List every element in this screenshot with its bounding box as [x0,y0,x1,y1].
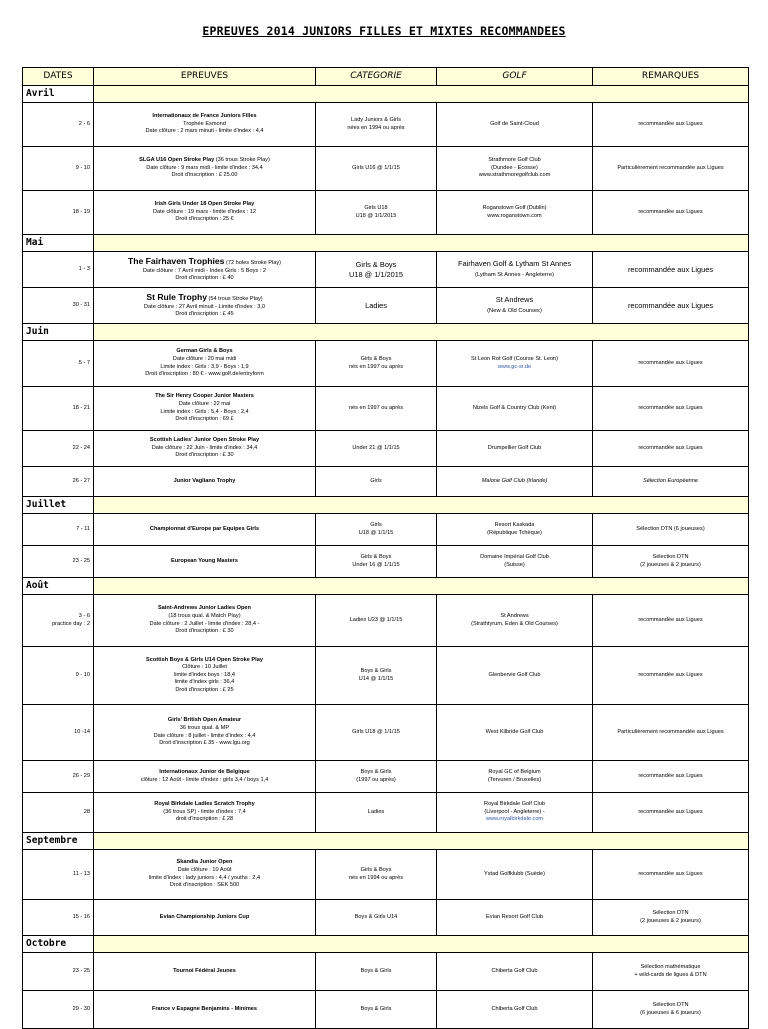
table-row [23,387,749,431]
table-row [23,647,749,705]
page-title: EPREUVES 2014 JUNIORS FILLES ET MIXTES RECOMMANDEES [202,24,566,38]
event-golf: Chiberta Golf Club [437,953,593,991]
table-row [23,761,749,793]
month-row-septembre [23,833,749,850]
table-row [23,341,749,387]
event-golf: Golf de Saint-Cloud [437,103,593,147]
event-category: Girls U18 @ 1/1/15 [316,514,437,546]
table-row [23,705,749,761]
event-remarks: recommandée aux Ligues [593,288,749,324]
event-name: Skandia Junior Open Date clôture : 10 Août limite d'index : lady juniors : 4,4 / youths : 2,4 Droit d'inscription : SEK 500 [94,850,316,900]
event-remarks: recommandée aux Ligues [593,793,749,833]
event-remarks: Sélection Européenne [593,467,749,497]
event-name: Tournoi Fédéral Jeunes [94,953,316,991]
event-name: Junior Vagliano Trophy [94,467,316,497]
table-row [23,431,749,467]
event-date: 29 - 30 [23,991,94,1029]
event-date: 10 -14 [23,705,94,761]
event-remarks: recommandée aux Ligues [593,341,749,387]
event-name: The Fairhaven Trophies (72 holes Stroke Play) Date clôture : 7 Avril midi - Index Girls : 5 Boys : 2 Droit d'inscription : £ 40 [94,252,316,288]
event-name: Saint-Andrews Junior Ladies Open (18 trous qual. & Match Play) Date clôture : 2 Juillet - limite d'index : 28,4 - Droit d'inscription : £ 30 [94,595,316,647]
event-name: SLGA U16 Open Stroke Play (36 trous Stroke Play) Date clôture : 9 mars midi - limite d'index : 34,4 Droit d'inscription : £ 25.00 [94,147,316,191]
month-label: Septembre [23,833,94,850]
event-category: Ladies [316,288,437,324]
event-remarks: recommandée aux Ligues [593,850,749,900]
event-golf: Evian Resort Golf Club [437,900,593,936]
event-category: Boys & Girls U14 @ 1/1/15 [316,647,437,705]
event-date: 1 - 3 [23,252,94,288]
month-label: Juillet [23,497,94,514]
event-category: Under 21 @ 1/1/15 [316,431,437,467]
event-date: 15 - 16 [23,900,94,936]
header-remarques: REMARQUES [593,68,749,86]
table-row [23,191,749,235]
event-remarks: recommandée aux Ligues [593,761,749,793]
event-category: Boys & Girls U14 [316,900,437,936]
event-name: Girls' British Open Amateur 36 trous qual. & MP Date clôture : 8 juillet - limite d'index : 4,4 Droit d'inscription £ 35 - www.lgu.org [94,705,316,761]
event-remarks: recommandée aux Ligues [593,103,749,147]
month-label: Août [23,578,94,595]
event-date: 9 - 10 [23,647,94,705]
event-date: 7 - 11 [23,514,94,546]
event-name: Evian Championship Juniors Cup [94,900,316,936]
event-category: Boys & Girls [316,991,437,1029]
event-golf: West Kilbride Golf Club [437,705,593,761]
header-categorie: CATEGORIE [316,68,437,86]
event-category: Ladies [316,793,437,833]
event-date: 26 - 27 [23,467,94,497]
header-epreuves: EPREUVES [94,68,316,86]
event-golf: Glenbervie Golf Club [437,647,593,705]
event-category: Girls & Boys nés en 1997 ou après [316,341,437,387]
table-row [23,103,749,147]
event-category: nés en 1997 ou après [316,387,437,431]
event-remarks: Sélection DTN (6 joueuses) [593,514,749,546]
table-row [23,953,749,991]
event-date: 5 - 7 [23,341,94,387]
event-remarks: recommandée aux Ligues [593,387,749,431]
event-date: 2 - 6 [23,103,94,147]
event-date: 28 [23,793,94,833]
event-date: 23 - 25 [23,953,94,991]
event-remarks: recommandée aux Ligues [593,647,749,705]
table-row [23,467,749,497]
event-golf: Roganstown Golf (Dublin) www.roganstown.com [437,191,593,235]
event-remarks: recommandée aux Ligues [593,431,749,467]
event-golf: Domaine Impérial Golf Club (Suisse) [437,546,593,578]
event-category: Girls & Boys Under 16 @ 1/1/15 [316,546,437,578]
event-name: St Rule Trophy (54 trous Stroke Play) Date clôture : 27 Avril minuit - Limite d'index : 3,0 Droit d'inscription : £ 45 [94,288,316,324]
event-category: Girls U18 U18 @ 1/1/2015 [316,191,437,235]
event-category: Girls U18 @ 1/1/15 [316,705,437,761]
event-date: 9 - 10 [23,147,94,191]
event-name: German Girls & Boys Date clôture : 20 mai midi Limite index : Girls : 3,9 - Boys : 1,9 Droit d'inscription : 80 € - www.golf.de/entryform [94,341,316,387]
event-golf: Fairhaven Golf & Lytham St Annes (Lytham St Annes - Angleterre) [437,252,593,288]
events-table [22,67,749,1029]
event-date: 11 - 13 [23,850,94,900]
month-row-aout [23,578,749,595]
table-row [23,595,749,647]
event-name: European Young Masters [94,546,316,578]
event-category: Boys & Girls (1997 ou après) [316,761,437,793]
event-name: Championnat d'Europe par Equipes Girls [94,514,316,546]
event-name: Scottish Boys & Girls U14 Open Stroke Play Clôture : 10 Juillet limite d'index boys : 18,4 limite d'index girls : 36,4 Droit d'inscription : £ 25 [94,647,316,705]
event-name: Internationaux de France Juniors Filles Trophée Esmond Date clôture : 2 mars minuit - limite d'index : 4,4 [94,103,316,147]
event-remarks: Particulièrement recommandée aux Ligues [593,705,749,761]
event-date: 23 - 25 [23,546,94,578]
event-date: 18 - 19 [23,191,94,235]
table-row [23,991,749,1029]
event-remarks: Sélection DTN (2 joueuses & 2 joueurs) [593,546,749,578]
event-name: Internationaux Junior de Belgique clôture : 12 Août - limite d'index : girls 3,4 / boys 1,4 [94,761,316,793]
event-date: 30 - 31 [23,288,94,324]
event-name: Scottish Ladies' Junior Open Stroke Play Date clôture : 22 Juin - limite d'index : 34,4 Droit d'inscription : £ 30 [94,431,316,467]
table-row [23,850,749,900]
event-date: 18 - 21 [23,387,94,431]
table-row [23,288,749,324]
event-golf: St Andrews (New & Old Courses) [437,288,593,324]
table-row [23,900,749,936]
event-date: 26 - 29 [23,761,94,793]
event-name: Royal Birkdale Ladies Scratch Trophy (36 trous SP) - limite d'index : 7,4 droit d'inscription : £ 28 [94,793,316,833]
event-remarks: recommandée aux Ligues [593,252,749,288]
header-row [23,68,749,86]
golf-link[interactable]: www.royalbirkdale.com [485,816,544,823]
event-golf: St Leon Rot Golf (Course St. Leon) www.gc-sr.de [437,341,593,387]
event-golf: Royal Birkdale Golf Club (Liverpool - Angleterre) - www.royalbirkdale.com [437,793,593,833]
month-label: Mai [23,235,94,252]
event-remarks: recommandée aux Ligues [593,191,749,235]
event-golf: Resort Kaskada (République Tchèque) [437,514,593,546]
month-label: Octobre [23,936,94,953]
event-category: Lady Juniors & Girls nées en 1994 ou après [316,103,437,147]
month-label: Juin [23,324,94,341]
table-row [23,793,749,833]
table-row [23,514,749,546]
month-label: Avril [23,86,94,103]
table-row [23,252,749,288]
golf-link[interactable]: www.gc-sr.de [497,363,532,370]
event-category: Ladies U23 @ 1/1/15 [316,595,437,647]
month-row-juin [23,324,749,341]
month-row-mai [23,235,749,252]
event-remarks: Particulièrement recommandée aux Ligues [593,147,749,191]
event-remarks: recommandée aux Ligues [593,595,749,647]
event-remarks: Sélection DTN (2 joueuses & 2 joueurs) [593,900,749,936]
event-date: 22 - 24 [23,431,94,467]
event-category: Boys & Girls [316,953,437,991]
event-name: Irish Girls Under 18 Open Stroke Play Date clôture : 19 mars - limite d'index : 12 Droit d'inscription : 25 € [94,191,316,235]
event-remarks: Sélection DTN (6 joueuses & 6 joueurs) [593,991,749,1029]
month-row-octobre [23,936,749,953]
event-name: The Sir Henry Cooper Junior Masters Date clôture : 22 mai Limite index : Girls : 5,4 - Boys : 2,4 Droit d'inscription : 69 £ [94,387,316,431]
event-golf: Chiberta Golf Club [437,991,593,1029]
event-golf: Malone Golf Club (Irlande) [437,467,593,497]
event-category: Girls & Boys U18 @ 1/1/2015 [316,252,437,288]
header-golf: GOLF [437,68,593,86]
table-row [23,546,749,578]
event-golf: St Andrews (Strathtyrum, Eden & Old Courses) [437,595,593,647]
event-date: 3 - 6 practice day : 2 [23,595,94,647]
month-row-juillet [23,497,749,514]
event-golf: Strathmore Golf Club (Dundee - Ecosse) www.strathmoregolfclub.com [437,147,593,191]
event-category: Girls [316,467,437,497]
event-category: Girls & Boys nés en 1994 ou après [316,850,437,900]
event-golf: Royal GC of Belgium (Tervuren / Bruxelles) [437,761,593,793]
table-row [23,147,749,191]
header-dates: DATES [23,68,94,86]
event-golf: Nizels Golf & Country Club (Kent) [437,387,593,431]
event-golf: Drumpellier Golf Club [437,431,593,467]
event-name: France v Espagne Benjamins - Minimes [94,991,316,1029]
month-row-avril [23,86,749,103]
event-remarks: Sélection mathématique + wild-cards de ligues & DTN [593,953,749,991]
event-golf: Ystad Golfklubb (Suède) [437,850,593,900]
event-category: Girls U16 @ 1/1/15 [316,147,437,191]
